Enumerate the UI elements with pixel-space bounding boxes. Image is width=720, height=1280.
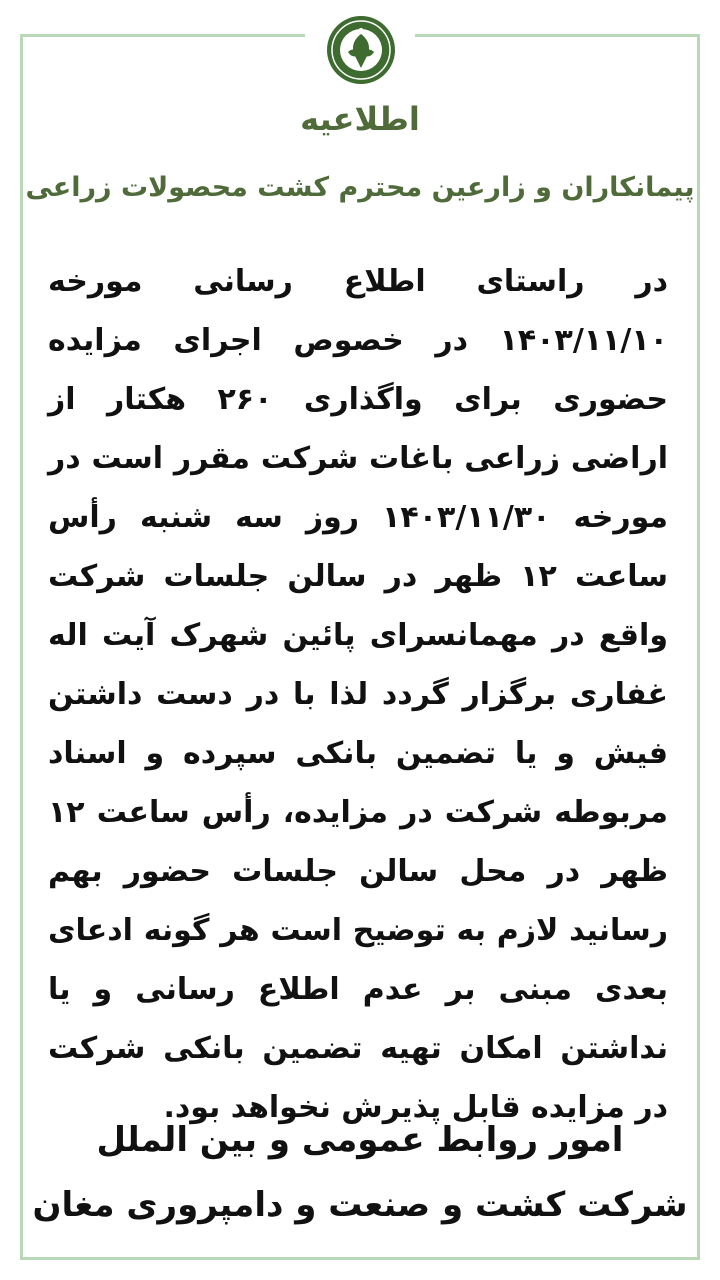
company-emblem-icon bbox=[325, 14, 397, 86]
signature-department: امور روابط عمومی و بین الملل bbox=[96, 1120, 624, 1160]
signature-company: شرکت کشت و صنعت و دامپروری مغان bbox=[32, 1185, 688, 1225]
notice-title: اطلاعیه bbox=[300, 100, 420, 138]
notice-body: در راستای اطلاع رسانی مورخه ۱۴۰۳/۱۱/۱۰ در خصوص اجرای مزایده حضوری برای واگذاری ۲۶۰ هکتار از اراضی زراعی باغات شرکت مقرر است در مورخه ۱۴۰۳/۱۱/۳۰ روز سه شنبه رأس ساعت ۱۲ ظهر در سالن جلسات شرکت واقع در مهمانسرای پائین شهرک آیت اله غفاری برگزار گردد لذا با در دست داشتن فیش و یا تضمین بانکی سپرده و اسناد مربوطه شرکت در مزایده، رأس ساعت ۱۲ ظهر در محل سالن جلسات حضور بهم رسانید لازم به توضیح است هر گونه ادعای بعدی مبنی بر عدم اطلاع رسانی و یا نداشتن امکان تهیه تضمین بانکی شرکت در مزایده قابل پذیرش نخواهد بود. bbox=[48, 264, 668, 1125]
notice-addressee: پیمانکاران و زارعین محترم کشت محصولات زراعی bbox=[25, 172, 695, 203]
